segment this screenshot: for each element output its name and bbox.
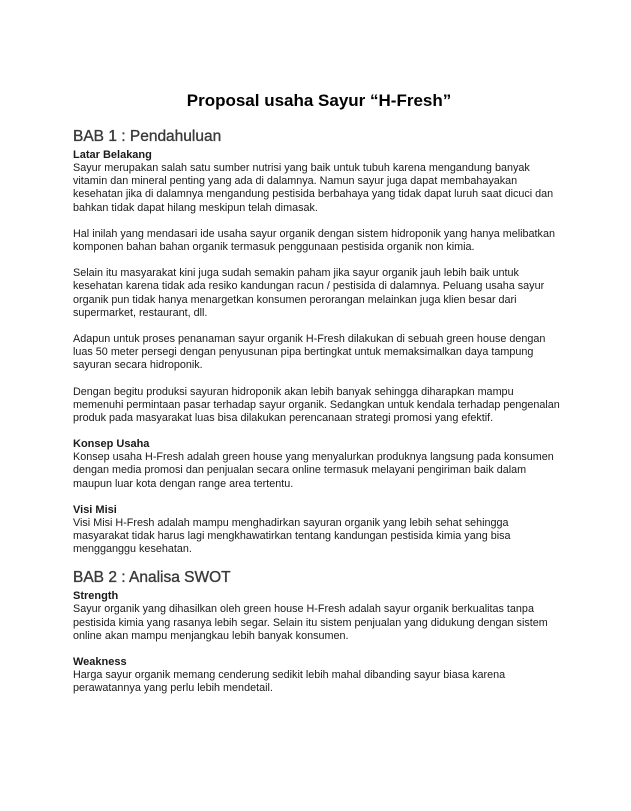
section-weakness (73, 656, 565, 695)
chapter-heading-bab-2: BAB 2 : Analisa SWOT (73, 569, 231, 587)
paragraph: Selain itu masyarakat kini juga sudah semakin paham jika sayur organik jauh lebih baik untuk kesehatan karena tidak ada resiko kandungan racun / pestisida di dalamnya. Peluang usaha sayur organik pun tidak hanya menargetkan konsumen perorangan melainkan juga klien besar dari supermarket, restaurant, dll. (73, 267, 545, 319)
section-visi-misi (73, 504, 565, 557)
section-heading: Weakness (73, 656, 127, 669)
section-konsep-usaha (73, 438, 565, 491)
section-strength (73, 590, 565, 643)
section-latar-belakang (73, 149, 565, 425)
section-heading: Strength (73, 590, 119, 603)
paragraph: Adapun untuk proses penanaman sayur organik H-Fresh dilakukan di sebuah green house dengan luas 50 meter persegi dengan penyusunan pipa bertingkat untuk memaksimalkan daya tampung sayuran secara hidroponik. (73, 333, 546, 372)
paragraph: Sayur organik yang dihasilkan oleh green house H-Fresh adalah sayur organik berkualitas tanpa pestisida kimia yang rasanya lebih segar. Selain itu sistem penjualan yang didukung dengan sistem online akan mampu menjangkau lebih banyak konsumen. (73, 603, 548, 642)
section-heading: Latar Belakang (73, 149, 152, 161)
page-title: Proposal usaha Sayur “H-Fresh” (186, 91, 452, 110)
paragraph: Dengan begitu produksi sayuran hidroponik akan lebih banyak sehingga diharapkan mampu memenuhi permintaan pasar terhadap sayur organik. Sedangkan untuk kendala terhadap pengenalan produk pada masyarakat luas bisa dilakukan perencanaan strategi promosi yang efektif. (73, 385, 560, 425)
section-heading: Konsep Usaha (73, 438, 150, 451)
section-heading: Visi Misi (73, 503, 117, 516)
paragraph: Hal inilah yang mendasari ide usaha sayur organik dengan sistem hidroponik yang hanya melibatkan komponen bahan bahan organik termasuk penggunaan pestisida organik non kimia. (73, 227, 555, 254)
chapter-heading-bab-1: BAB 1 : Pendahuluan (73, 128, 222, 145)
paragraph: Harga sayur organik memang cenderung sedikit lebih mahal dibanding sayur biasa karena perawatannya yang perlu lebih mendetail. (73, 669, 506, 695)
paragraph: Visi Misi H-Fresh adalah mampu menghadirkan sayuran organik yang lebih sehat sehingga masyarakat tidak harus lagi mengkhawatirkan tentang kandungan pestisida kimia yang bisa mengganggu kesehatan. (73, 516, 511, 556)
document-page (73, 91, 565, 708)
paragraph: Sayur merupakan salah satu sumber nutrisi yang baik untuk tubuh karena mengandung banyak vitamin dan mineral penting yang ada di dalamnya. Namun sayur juga dapat membahayakan kesehatan jika di dalamnya mengandung pestisida berbahaya yang tidak dapat luruh saat dicuci dan bahkan tidak dapat hilang meskipun telah dimasak. (73, 162, 554, 214)
paragraph: Konsep usaha H-Fresh adalah green house yang menyalurkan produknya langsung pada konsumen dengan media promosi dan penjualan secara online termasuk melayani pengiriman baik dalam maupun luar kota dengan range area tertentu. (73, 451, 554, 490)
